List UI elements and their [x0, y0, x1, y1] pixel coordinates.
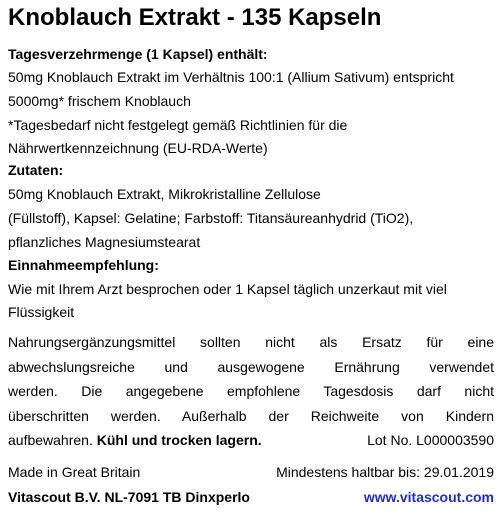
company-address: Vitascout B.V. NL-7091 TB Dinxperlo	[8, 489, 250, 505]
product-title: Knoblauch Extrakt - 135 Kapseln	[8, 4, 382, 31]
company-row	[8, 489, 494, 505]
warning-paragraph	[8, 330, 494, 453]
warning-line: überschritten werden. Außerhalb der Reichweite von Kindern	[8, 407, 494, 424]
storage-instruction: Kühl und trocken lagern.	[96, 432, 262, 448]
origin-row	[8, 464, 494, 480]
warning-last-line	[8, 428, 494, 453]
best-before-date: Mindestens haltbar bis: 29.01.2019	[276, 464, 494, 480]
warning-line: Nahrungsergänzungsmittel sollten nicht als Ersatz für eine	[8, 334, 494, 350]
warning-line: aufbewahren.	[8, 432, 93, 448]
lot-number: Lot No. L000003590	[367, 432, 494, 448]
warning-line: abwechslungsreiche und ausgewogene Ernährung verwendet	[8, 358, 494, 375]
website-link[interactable]: www.vitascout.com	[363, 489, 494, 505]
ingredients-line: (Füllstoff), Kapsel: Gelatine; Farbstoff: Titansäureanhydrid (TiO2),	[8, 210, 414, 226]
warning-line: werden. Die angegebene empfohlene Tagesdosis darf nicht	[8, 383, 494, 399]
usage-line: Flüssigkeit	[8, 304, 75, 320]
ingredients-heading: Zutaten:	[8, 162, 64, 178]
dosage-line: 5000mg* frischem Knoblauch	[8, 93, 191, 109]
dosage-heading: Tagesverzehrmenge (1 Kapsel) enthält:	[8, 46, 268, 62]
ingredients-line: 50mg Knoblauch Extrakt, Mikrokristalline Zellulose	[8, 186, 321, 202]
usage-heading: Einnahmeempfehlung:	[8, 257, 159, 273]
ingredients-line: pflanzliches Magnesiumstearat	[8, 234, 201, 250]
dosage-note: Nährwertkennzeichnung (EU-RDA-Werte)	[8, 140, 268, 156]
origin-text: Made in Great Britain	[8, 464, 141, 480]
dosage-line: 50mg Knoblauch Extrakt im Verhältnis 100:1 (Allium Sativum) entspricht	[8, 69, 454, 85]
dosage-note: *Tagesbedarf nicht festgelegt gemäß Richtlinien für die	[8, 117, 348, 133]
usage-line: Wie mit Ihrem Arzt besprochen oder 1 Kapsel täglich unzerkaut mit viel	[8, 281, 447, 297]
